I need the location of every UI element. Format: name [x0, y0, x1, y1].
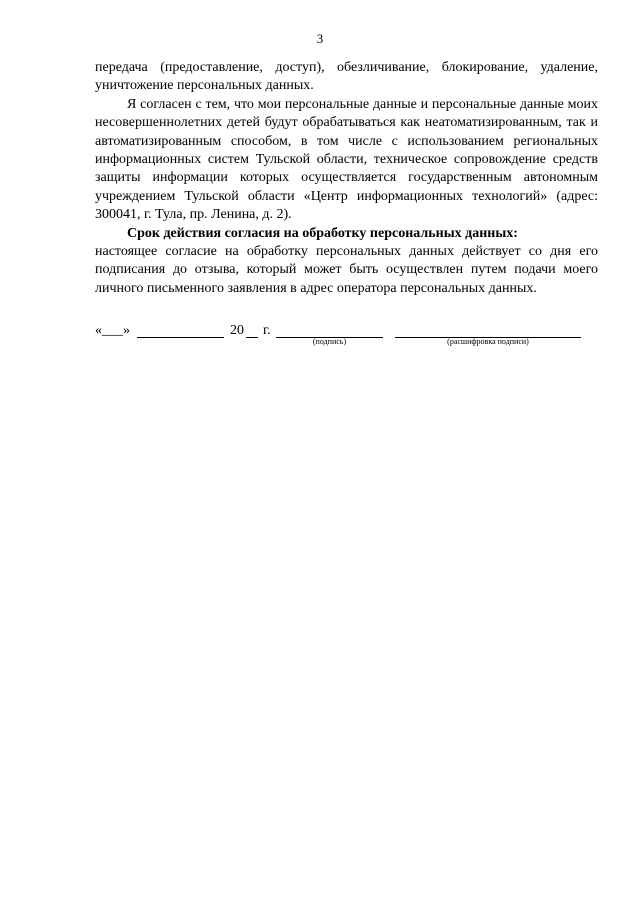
page-number: 3	[316, 31, 324, 46]
signature-row	[95, 322, 595, 362]
date-year-line[interactable]	[246, 337, 258, 338]
paragraph-consent-term: настоящее согласие на обработку персональных данных действует со дня его подписания до отзыва, который может быть осуществлен путем подачи моего личного письменного заявления в адрес оператора персональных данных.	[95, 244, 598, 296]
date-month-line[interactable]	[137, 337, 224, 338]
date-year-prefix: 20	[230, 323, 244, 338]
signature-caption: (подпись)	[312, 337, 347, 346]
paragraph-processing-actions: передача (предоставление, доступ), обезличивание, блокирование, удаление, уничтожение персональных данных.	[95, 60, 598, 94]
document-body	[95, 59, 598, 298]
date-day-field[interactable]: «___»	[95, 323, 130, 338]
decryption-caption: (расшифровка подписи)	[447, 337, 529, 346]
paragraph-consent-methods: Я согласен с тем, что мои персональные данные и персональные данные моих несовершеннолетних детей будут обрабатываться как неатоматизированным, так и автоматизированным способом, в том числе с использованием региональных информационных систем Тульской области, техническое сопровождение средств защиты информации которых осуществляется государственным автономным учреждением Тульской области «Центр информационных технологий» (адрес: 300041, г. Тула, пр. Ленина, д. 2).	[95, 96, 598, 223]
date-year-suffix: г.	[263, 323, 271, 338]
consent-term-heading: Срок действия согласия на обработку персональных данных:	[127, 225, 518, 241]
